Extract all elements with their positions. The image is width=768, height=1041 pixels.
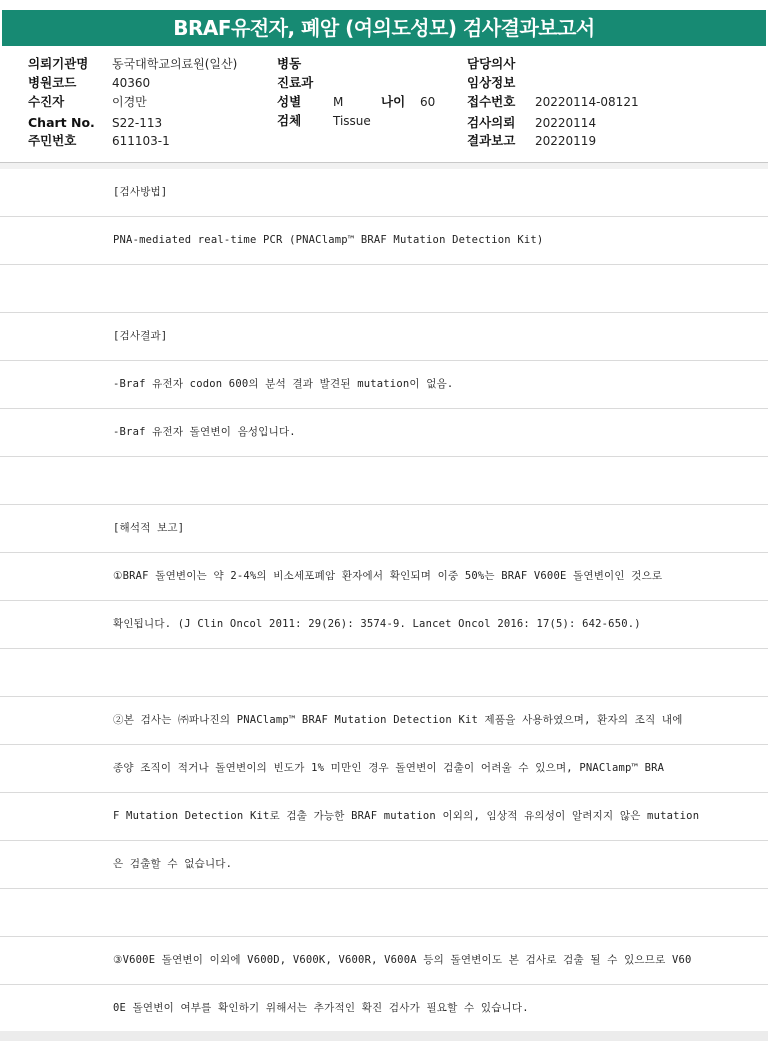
field-label: 의뢰기관명 bbox=[28, 56, 89, 71]
report-line-text: -Braf 유전자 돌연변이 음성입니다. bbox=[113, 426, 296, 438]
report-line-text: 종양 조직이 적거나 돌연변이의 빈도가 1% 미만인 경우 돌연변이 검출이 어려울 수 있으며, PNAClamp™ BRA bbox=[113, 762, 665, 774]
report-row bbox=[0, 841, 768, 889]
report-row bbox=[0, 457, 768, 505]
field-label: 진료과 bbox=[277, 75, 314, 90]
report-row bbox=[0, 313, 768, 361]
report-line-text: [검사결과] bbox=[113, 330, 168, 342]
report-line-text: ②본 검사는 ㈜파나진의 PNAClamp™ BRAF Mutation Detection Kit 제품을 사용하였으며, 환자의 조직 내에 bbox=[113, 714, 683, 726]
field-label: 결과보고 bbox=[467, 133, 516, 148]
field-label: 검사의뢰 bbox=[467, 115, 516, 130]
field-value: 20220114 bbox=[535, 116, 597, 130]
field-label: 담당의사 bbox=[467, 56, 516, 71]
report-line-text: -Braf 유전자 codon 600의 분석 결과 발견된 mutation이 없음. bbox=[113, 378, 454, 390]
field-value: 40360 bbox=[112, 76, 151, 90]
report-row bbox=[0, 169, 768, 217]
report-line-text: PNA-mediated real-time PCR (PNAClamp™ BRAF Mutation Detection Kit) bbox=[113, 234, 544, 246]
report-row bbox=[0, 553, 768, 601]
report-line-text: ①BRAF 돌연변이는 약 2-4%의 비소세포폐암 환자에서 확인되며 이중 50%는 BRAF V600E 돌연변이인 것으로 bbox=[113, 570, 663, 582]
field-label: 검체 bbox=[277, 113, 302, 128]
field-value: 20220119 bbox=[535, 134, 597, 148]
field-label: 접수번호 bbox=[467, 94, 516, 109]
report-line-text: [검사방법] bbox=[113, 186, 168, 198]
report-line-text: ③V600E 돌연변이 이외에 V600D, V600K, V600R, V600A 등의 돌연변이도 본 검사로 검출 될 수 있으므로 V60 bbox=[113, 954, 692, 966]
report-row bbox=[0, 265, 768, 313]
field-label: 나이 bbox=[381, 94, 406, 109]
report-row bbox=[0, 697, 768, 745]
field-label: 주민번호 bbox=[28, 133, 77, 148]
report-row bbox=[0, 361, 768, 409]
report-line-text: 0E 돌연변이 여부를 확인하기 위해서는 추가적인 확진 검사가 필요할 수 있습니다. bbox=[113, 1002, 529, 1014]
field-value: 611103-1 bbox=[112, 134, 170, 148]
report-row bbox=[0, 985, 768, 1033]
title-bar bbox=[0, 0, 768, 49]
report-row bbox=[0, 505, 768, 553]
field-label: 성별 bbox=[277, 94, 302, 109]
report-row bbox=[0, 217, 768, 265]
report-row bbox=[0, 409, 768, 457]
report-row bbox=[0, 937, 768, 985]
report-title: BRAF유전자, 폐암 (여의도성모) 검사결과보고서 bbox=[2, 10, 766, 46]
report-row bbox=[0, 601, 768, 649]
field-value: 60 bbox=[420, 95, 436, 109]
report-line-text: F Mutation Detection Kit로 검출 가능한 BRAF mutation 이외의, 임상적 유의성이 알려지지 않은 mutation bbox=[113, 810, 700, 822]
field-label: 임상정보 bbox=[467, 75, 516, 90]
report-row bbox=[0, 889, 768, 937]
report-line-text: [해석적 보고] bbox=[113, 522, 185, 534]
report-line-text: 은 검출할 수 없습니다. bbox=[113, 858, 233, 870]
bottom-strip bbox=[0, 1031, 768, 1041]
field-label: 병원코드 bbox=[28, 75, 77, 90]
report-row bbox=[0, 745, 768, 793]
field-value: M bbox=[333, 95, 344, 109]
report-row bbox=[0, 793, 768, 841]
field-value: Tissue bbox=[333, 114, 371, 128]
field-label: 병동 bbox=[277, 56, 302, 71]
field-label: 수진자 bbox=[28, 94, 65, 109]
report-line-text: 확인됩니다. (J Clin Oncol 2011: 29(26): 3574-9. Lancet Oncol 2016: 17(5): 642-650.) bbox=[113, 618, 641, 630]
field-value: 20220114-08121 bbox=[535, 95, 639, 109]
field-value: 동국대학교의료원(일산) bbox=[112, 57, 238, 71]
field-label: Chart No. bbox=[28, 115, 95, 130]
field-value: 이경만 bbox=[112, 95, 147, 109]
report-row bbox=[0, 649, 768, 697]
field-value: S22-113 bbox=[112, 116, 163, 130]
